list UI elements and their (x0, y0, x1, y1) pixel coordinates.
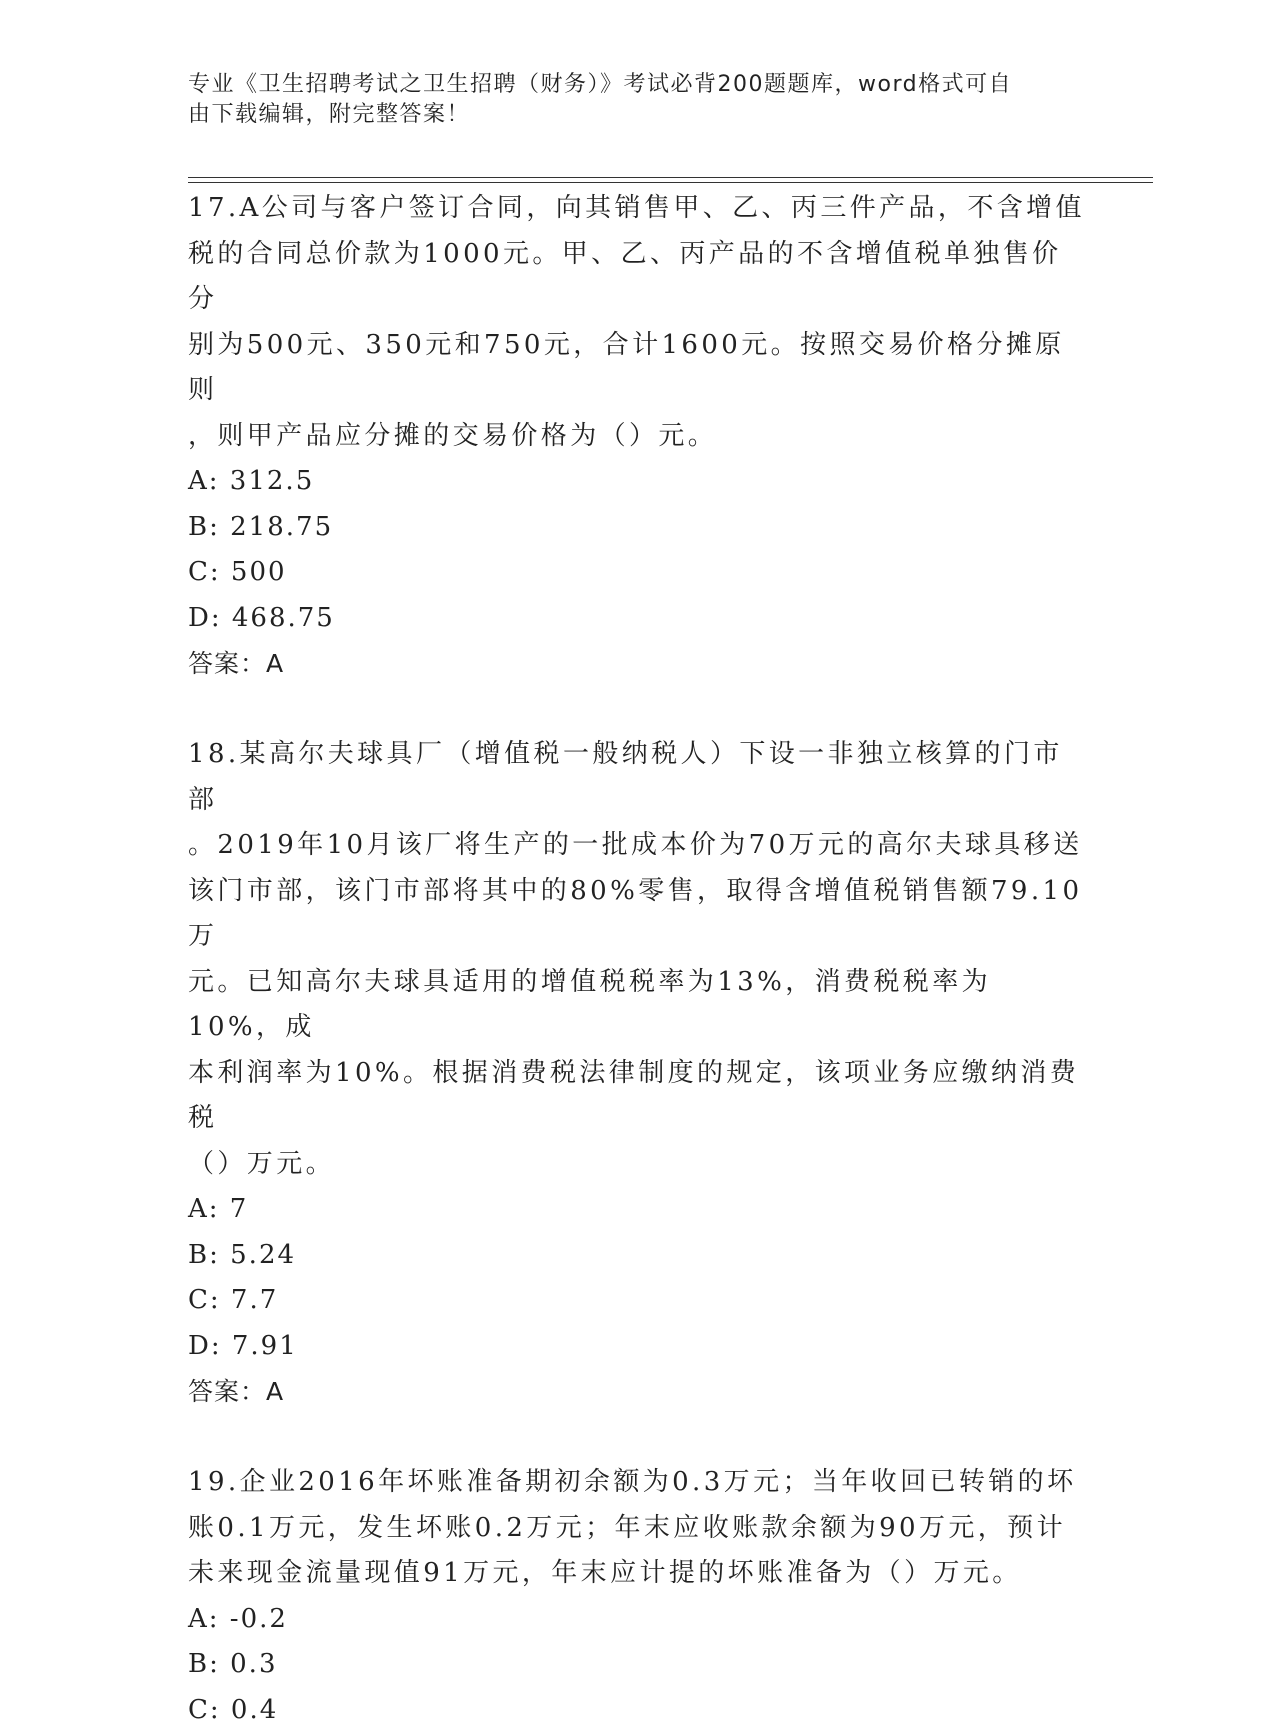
question-19-option-a: A: -0.2 (188, 1597, 1088, 1643)
question-19-line-3: 未来现金流量现值91万元，年末应计提的坏账准备为（）万元。 (188, 1551, 1088, 1597)
question-18-option-b: B: 5.24 (188, 1233, 1088, 1279)
document-header (188, 70, 1068, 130)
question-17-line-4: ，则甲产品应分摊的交易价格为（）元。 (188, 414, 1088, 460)
question-17-line-2: 税的合同总价款为1000元。甲、乙、丙产品的不含增值税单独售价分 (188, 232, 1088, 323)
question-18-option-a: A: 7 (188, 1187, 1088, 1233)
question-19 (188, 1460, 1088, 1733)
question-17-answer: 答案：A (188, 641, 1088, 687)
question-18-line-3: 该门市部，该门市部将其中的80%零售，取得含增值税销售额79.10万 (188, 869, 1088, 960)
question-17-option-c: C: 500 (188, 550, 1088, 596)
question-19-option-b: B: 0.3 (188, 1642, 1088, 1688)
question-spacer (188, 1415, 1088, 1461)
question-18-line-1: 18.某高尔夫球具厂（增值税一般纳税人）下设一非独立核算的门市部 (188, 732, 1088, 823)
header-divider-top (188, 177, 1153, 178)
question-19-line-1: 19.企业2016年坏账准备期初余额为0.3万元；当年收回已转销的坏 (188, 1460, 1088, 1506)
header-line-2: 由下载编辑，附完整答案！ (188, 100, 1068, 130)
question-spacer (188, 687, 1088, 733)
question-17-line-1: 17.A公司与客户签订合同，向其销售甲、乙、丙三件产品，不含增值 (188, 186, 1088, 232)
question-17-option-d: D: 468.75 (188, 596, 1088, 642)
question-18-line-6: （）万元。 (188, 1142, 1088, 1188)
question-17-option-b: B: 218.75 (188, 505, 1088, 551)
question-18-option-c: C: 7.7 (188, 1278, 1088, 1324)
question-18-line-5: 本利润率为10%。根据消费税法律制度的规定，该项业务应缴纳消费税 (188, 1051, 1088, 1142)
question-list (188, 186, 1088, 1733)
header-divider-bottom (188, 182, 1153, 183)
question-18-line-2: 。2019年10月该厂将生产的一批成本价为70万元的高尔夫球具移送 (188, 823, 1088, 869)
question-18 (188, 732, 1088, 1415)
question-17-option-a: A: 312.5 (188, 459, 1088, 505)
header-line-1: 专业《卫生招聘考试之卫生招聘（财务）》考试必背200题题库，word格式可自 (188, 70, 1068, 100)
question-17 (188, 186, 1088, 687)
question-17-line-3: 别为500元、350元和750元，合计1600元。按照交易价格分摊原则 (188, 323, 1088, 414)
question-19-option-c: C: 0.4 (188, 1688, 1088, 1733)
question-19-line-2: 账0.1万元，发生坏账0.2万元；年末应收账款余额为90万元，预计 (188, 1506, 1088, 1552)
question-18-line-4: 元。已知高尔夫球具适用的增值税税率为13%，消费税税率为10%，成 (188, 960, 1088, 1051)
question-18-answer: 答案：A (188, 1369, 1088, 1415)
question-18-option-d: D: 7.91 (188, 1324, 1088, 1370)
